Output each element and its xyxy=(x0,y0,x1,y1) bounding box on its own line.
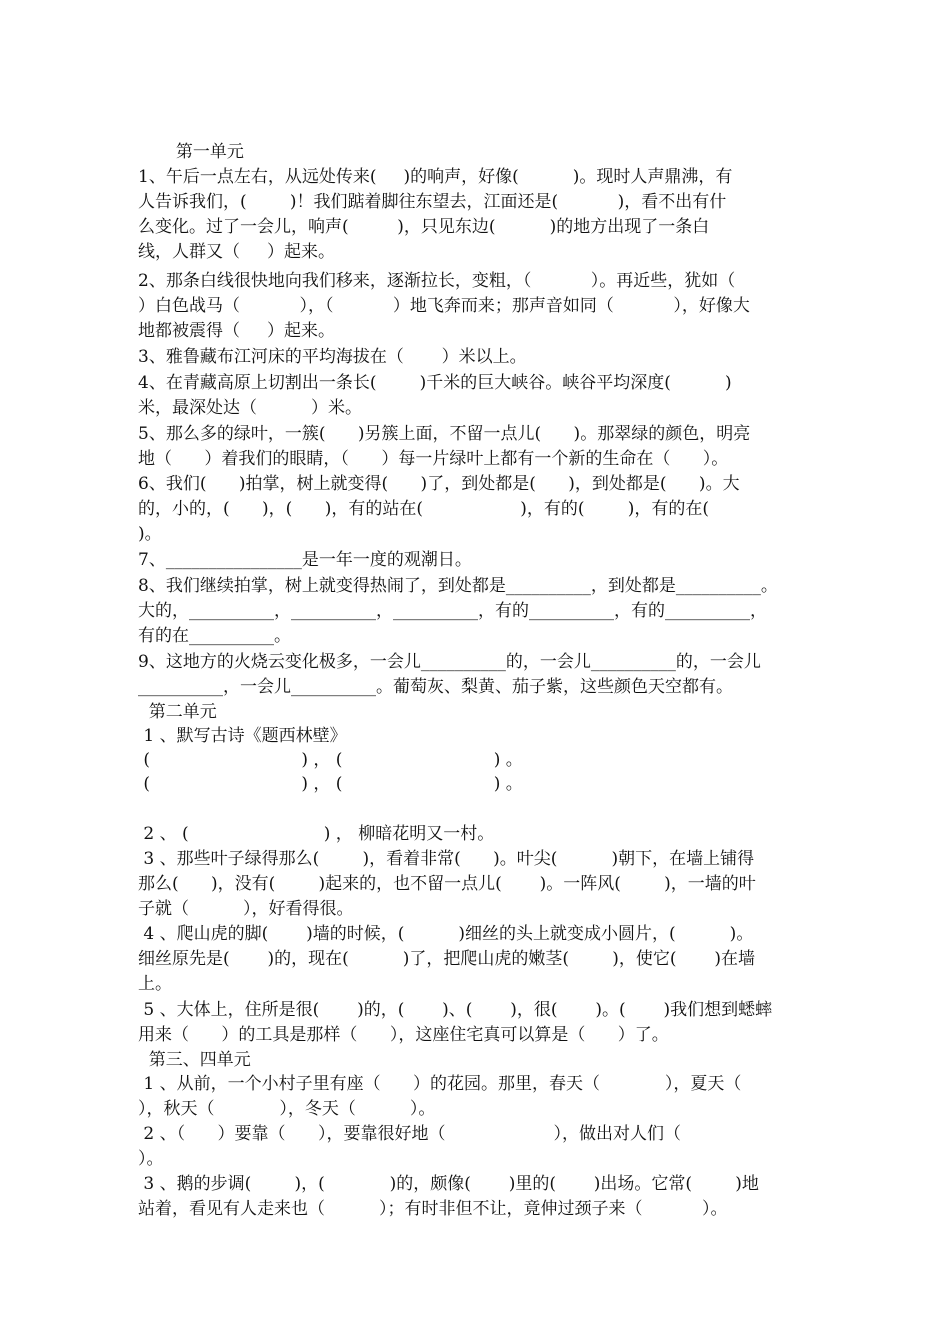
text-line: )。 xyxy=(138,524,162,544)
text-line: 2 、（ ）要靠（ ），要靠很好地（ ），做出对人们（ xyxy=(138,1124,682,1144)
text-line: 4 、爬山虎的脚( )墙的时候，( )细丝的头上就变成小圆片，( )。 xyxy=(138,924,754,944)
text-line: ），秋天（ ），冬天（ ）。 xyxy=(138,1099,436,1119)
text-line: 3 、鹅的步调( )，( )的，颇像( )里的( )出场。它常( )地 xyxy=(138,1174,759,1194)
text-line: 地都被震得（ ）起来。 xyxy=(138,321,336,341)
text-line: 第二单元 xyxy=(138,702,217,722)
text-line: 1 、从前，一个小村子里有座（ ）的花园。那里，春天（ ），夏天（ xyxy=(138,1074,742,1094)
text-line: 人告诉我们，( )！我们踮着脚往东望去，江面还是( )，看不出有什 xyxy=(138,192,727,212)
text-line: 3、雅鲁藏布江河床的平均海拔在（ ）米以上。 xyxy=(138,347,527,367)
text-line: 3 、那些叶子绿得那么( )，看着非常( )。叶尖( )朝下，在墙上铺得 xyxy=(138,849,755,869)
text-line: 子就（ ），好看得很。 xyxy=(138,899,354,919)
text-line: 大的，__________，__________，__________，有的__________，有的__________， xyxy=(138,601,767,621)
text-line: __________，一会儿__________。葡萄灰、梨黄、茄子紫，这些颜色天空都有。 xyxy=(138,677,733,697)
text-line: 有的在__________。 xyxy=(138,626,291,646)
text-line: 第一单元 xyxy=(138,142,244,162)
text-line: ( ) ， ( ) 。 xyxy=(138,750,523,770)
text-line: 用来（ ）的工具是那样（ ），这座住宅真可以算是（ ）了。 xyxy=(138,1025,669,1045)
text-line: 米，最深处达（ ）米。 xyxy=(138,398,363,418)
text-line: 站着，看见有人走来也（ ）；有时非但不让，竟伸过颈子来（ ）。 xyxy=(138,1199,728,1219)
text-line: 那么( )，没有( )起来的，也不留一点儿( )。一阵风( )，一墙的叶 xyxy=(138,874,756,894)
text-line: 8、我们继续拍掌，树上就变得热闹了，到处都是__________，到处都是__________。 xyxy=(138,576,778,596)
text-line: 1 、默写古诗《题西林壁》 xyxy=(138,726,347,746)
text-line: 线，人群又（ ）起来。 xyxy=(138,242,336,262)
text-line: ）白色战马（ ），（ ）地飞奔而来；那声音如同（ ），好像大 xyxy=(138,296,750,316)
text-line: 2、那条白线很快地向我们移来，逐渐拉长，变粗，（ ）。再近些，犹如（ xyxy=(138,271,736,291)
text-line: 么变化。过了一会儿，响声( )，只见东边( )的地方出现了一条白 xyxy=(138,217,710,237)
text-line: 上。 xyxy=(138,974,172,994)
text-line: 2 、 ( ) ， 柳暗花明又一村。 xyxy=(138,824,495,844)
text-line: 的，小的，( )，( )，有的站在( )，有的( )，有的在( xyxy=(138,499,710,519)
text-line: 9、这地方的火烧云变化极多，一会儿__________的，一会儿__________的，一会儿 xyxy=(138,652,761,672)
text-line: 第三、四单元 xyxy=(138,1050,251,1070)
text-line: 5、那么多的绿叶，一簇( )另簇上面，不留一点儿( )。那翠绿的颜色，明亮 xyxy=(138,424,751,444)
text-line: ）。 xyxy=(138,1149,164,1169)
text-line: 地（ ）着我们的眼睛，（ ）每一片绿叶上都有一个新的生命在（ ）。 xyxy=(138,449,729,469)
text-line: 6、我们( )拍掌，树上就变得( )了，到处都是( )，到处都是( )。大 xyxy=(138,474,740,494)
text-line: 7、________________是一年一度的观潮日。 xyxy=(138,550,472,570)
text-line: ( ) ， ( ) 。 xyxy=(138,774,523,794)
text-line: 1、午后一点左右，从远处传来( )的响声，好像( )。现时人声鼎沸，有 xyxy=(138,167,733,187)
text-line: 4、在青藏高原上切割出一条长( )千米的巨大峡谷。峡谷平均深度( ) xyxy=(138,373,732,393)
text-line: 细丝原先是( )的，现在( )了，把爬山虎的嫩茎( )，使它( )在墙 xyxy=(138,949,755,969)
text-line: 5 、大体上，住所是很( )的，( )、( )，很( )。( )我们想到蟋蟀 xyxy=(138,1000,773,1020)
